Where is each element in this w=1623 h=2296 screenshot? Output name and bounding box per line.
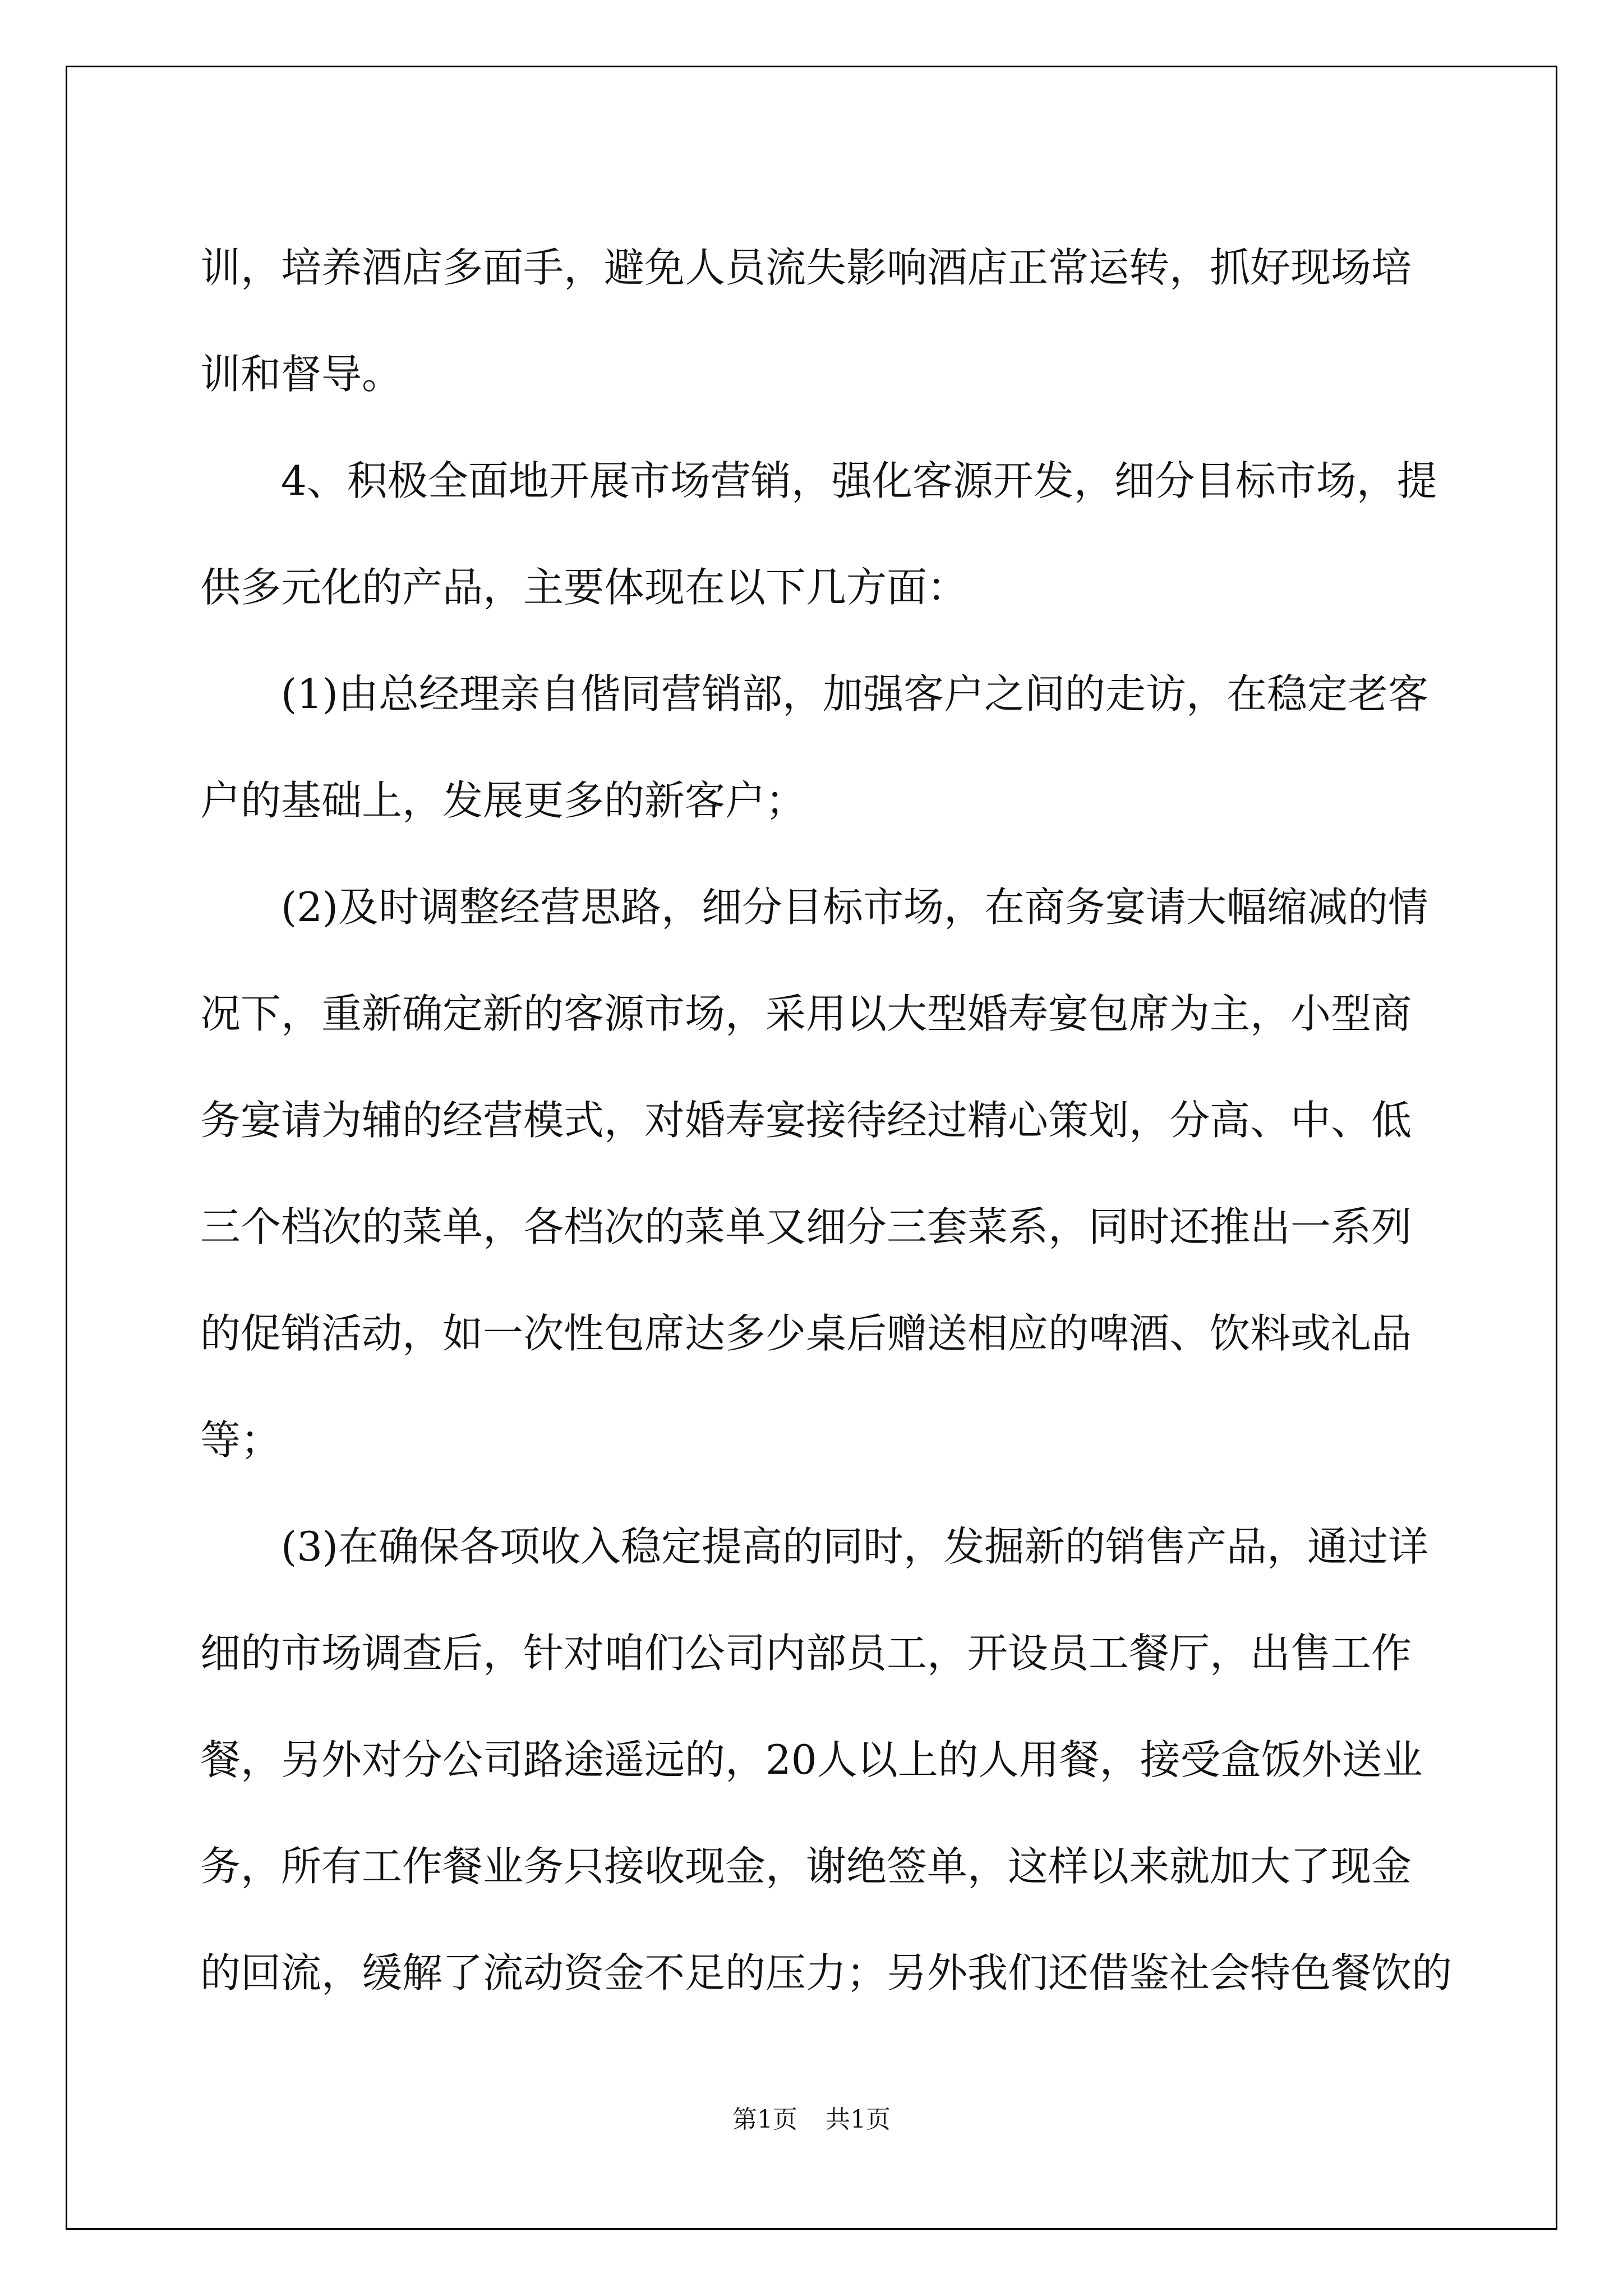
text-line: 餐，另外对分公司路途遥远的，20人以上的人用餐，接受盒饭外送业 (200, 1736, 1423, 1783)
text-line: 等； (200, 1416, 282, 1464)
text-line: (2)及时调整经营思路，细分目标市场，在商务宴请大幅缩减的情 (281, 884, 1428, 931)
text-line: 细的市场调查后，针对咱们公司内部员工，开设员工餐厅，出售工作 (200, 1630, 1412, 1677)
text-line: 务，所有工作餐业务只接收现金，谢绝签单，这样以来就加大了现金 (200, 1843, 1412, 1890)
text-line: 训，培养酒店多面手，避免人员流失影响酒店正常运转，抓好现场培 (200, 244, 1412, 291)
text-line: 的回流，缓解了流动资金不足的压力；另外我们还借鉴社会特色餐饮的 (200, 1949, 1453, 1996)
text-line: (3)在确保各项收入稳定提高的同时，发掘新的销售产品，通过详 (281, 1523, 1428, 1570)
text-line: 况下，重新确定新的客源市场，采用以大型婚寿宴包席为主，小型商 (200, 990, 1412, 1037)
text-line: 务宴请为辅的经营模式，对婚寿宴接待经过精心策划，分高、中、低 (200, 1097, 1412, 1144)
text-line: 4、积极全面地开展市场营销，强化客源开发，细分目标市场，提 (281, 457, 1437, 504)
page-footer (0, 2099, 1623, 2135)
text-line: 供多元化的产品，主要体现在以下几方面： (200, 564, 968, 611)
text-line: 的促销活动，如一次性包席达多少桌后赠送相应的啤酒、饮料或礼品 (200, 1310, 1412, 1357)
text-line: 训和督导。 (200, 351, 403, 398)
text-line: 户的基础上，发展更多的新客户； (200, 777, 806, 824)
page-total: 共1页 (826, 2105, 891, 2134)
text-line: 三个档次的菜单，各档次的菜单又细分三套菜系，同时还推出一系列 (200, 1203, 1412, 1250)
text-line: (1)由总经理亲自偕同营销部，加强客户之间的走访，在稳定老客 (281, 670, 1428, 717)
page-number: 第1页 (732, 2105, 797, 2134)
document-body (200, 214, 1453, 2026)
